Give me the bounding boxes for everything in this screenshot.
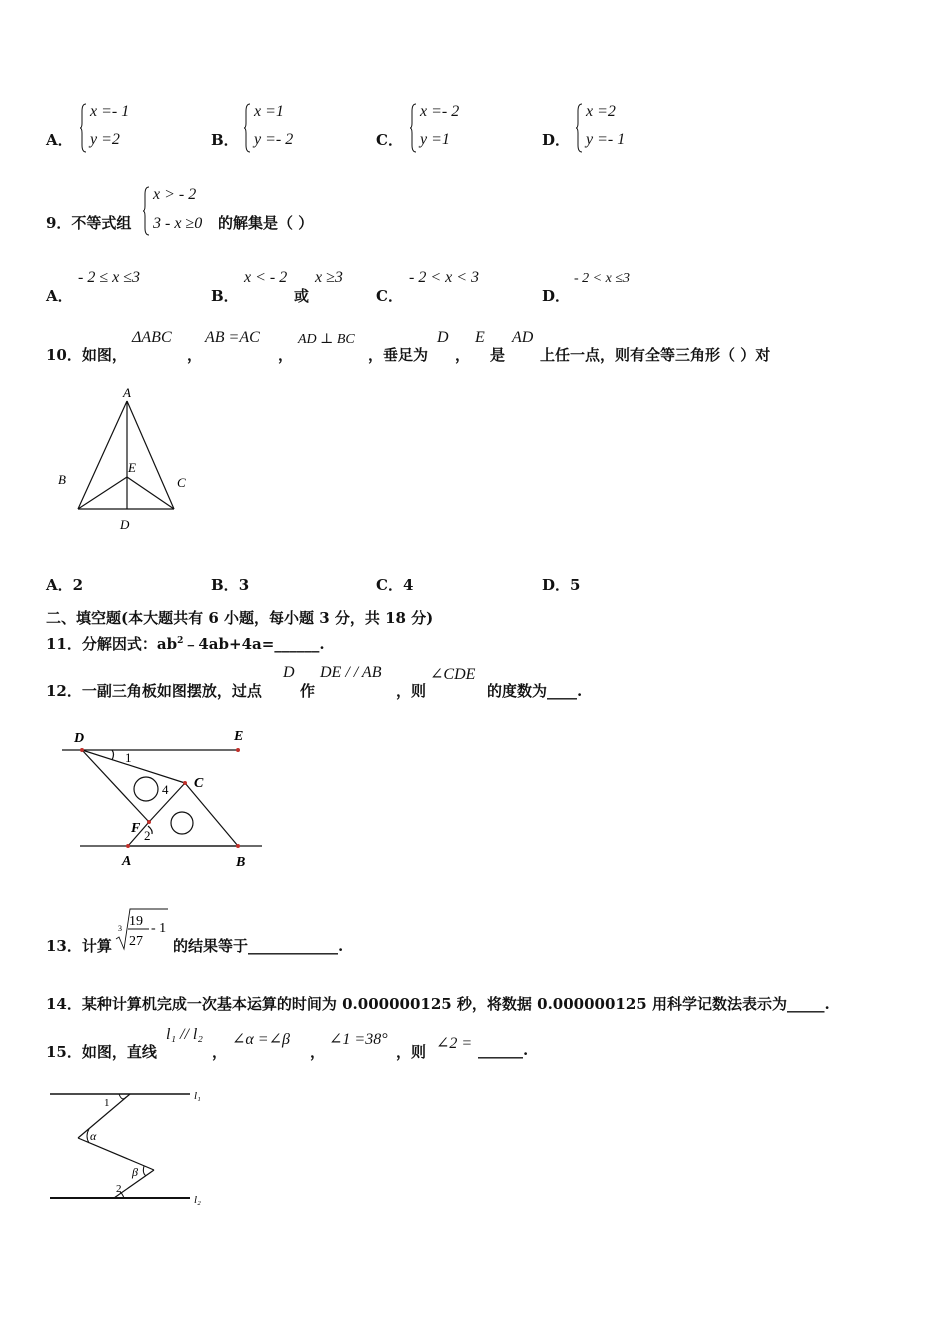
q13-cube-root-expression	[114, 905, 172, 953]
q10-label-d: D	[120, 517, 130, 532]
q9-option-a-expr: - 2 ≤ x ≤3	[78, 269, 140, 286]
q12-label-e: E	[234, 729, 244, 744]
q15-label-alpha: α	[90, 1129, 97, 1143]
q10-tail: 上任一点，则有全等三角形（ ）对	[540, 346, 771, 364]
q15-parallel-lines-figure	[42, 1080, 212, 1210]
q15-blank: ______.	[478, 1041, 529, 1059]
q13-tail: 的结果等于____________.	[173, 937, 344, 955]
q9-tail: 的解集是（ ）	[218, 214, 314, 232]
brace-icon	[410, 103, 417, 153]
section-2-title: 二、填空题(本大题共有 6 小题，每小题 3 分，共 18 分)	[46, 609, 434, 627]
q12-label-1: 1	[125, 750, 132, 765]
q13-denominator: 27	[129, 934, 143, 949]
q12-label-f: F	[131, 821, 141, 836]
q13-minus-one: - 1	[151, 921, 167, 936]
q12-label-2: 2	[144, 828, 151, 843]
q15-label-2: 2	[116, 1183, 122, 1195]
q15-math-angle1: ∠1 =38°	[329, 1031, 388, 1048]
q15-label-l1: l₁	[194, 1090, 201, 1102]
q12-number: 12．一副三角板如图摆放，过点	[46, 682, 262, 700]
q9-option-b-expr-a: x < - 2	[244, 269, 288, 286]
question-14: 14．某种计算机完成一次基本运算的时间为 0.000000125 秒，将数据 0.000000125 用科学记数法表示为_____.	[46, 995, 830, 1013]
q12-tail: 的度数为____.	[487, 682, 583, 700]
q10-option-a: A．2	[46, 576, 84, 594]
q12-label-d: D	[74, 731, 85, 746]
q12-set-square-figure	[60, 722, 270, 872]
brace-icon	[576, 103, 583, 153]
q10-number: 10．如图，	[46, 346, 127, 364]
q12-label-a: A	[122, 854, 132, 869]
brace-icon	[80, 103, 87, 153]
q13-number: 13．计算	[46, 937, 112, 955]
q12-math-de-ab: DE / / AB	[320, 664, 382, 681]
q15-math-parallel: l₁ // l₂	[166, 1026, 203, 1043]
q10-option-d: D．5	[542, 576, 581, 594]
q9-option-b-letter: B．	[211, 287, 239, 305]
q12-label-4: 4	[162, 782, 169, 797]
q15-label-beta: β	[132, 1165, 138, 1179]
q10-math-ab-ac: AB =AC	[205, 329, 260, 346]
brace-icon	[244, 103, 251, 153]
q10-option-b: B．3	[211, 576, 250, 594]
q10-triangle-figure	[50, 383, 200, 533]
q15-math-angle2: ∠2 =	[436, 1035, 473, 1052]
q9-option-d-letter: D．	[542, 287, 571, 305]
q8-option-a-letter: A．	[46, 131, 73, 149]
q13-numerator: 19	[129, 914, 143, 929]
q9-option-b-expr-b: x ≥3	[315, 269, 343, 286]
q15-label-l2: l₂	[194, 1194, 201, 1206]
q9-option-c-letter: C．	[376, 287, 403, 305]
q10-math-ad-bc: AD ⊥ BC	[298, 332, 355, 347]
q9-option-d-expr: - 2 < x ≤3	[574, 271, 631, 286]
q9-option-c-expr: - 2 < x < 3	[409, 269, 480, 286]
q9-option-b-or: 或	[294, 287, 310, 305]
q10-label-e: E	[128, 460, 136, 475]
brace-icon	[143, 186, 150, 236]
q10-label-c: C	[177, 475, 186, 490]
q10-label-b: B	[58, 472, 66, 487]
q9-number: 9．不等式组	[46, 214, 132, 232]
q8-option-c-letter: C．	[376, 131, 403, 149]
q15-math-alpha-beta: ∠α =∠β	[232, 1031, 290, 1048]
q12-label-c: C	[194, 776, 204, 791]
q12-label-b: B	[236, 855, 246, 870]
question-11: 11．分解因式：$ab^2﹣4ab+4a=\_\_\_\_\_\_$.	[46, 635, 325, 653]
q8-option-b-letter: B．	[211, 131, 239, 149]
q12-math-cde: ∠CDE	[430, 666, 476, 683]
q10-label-a: A	[123, 385, 131, 400]
q10-option-c: C．4	[376, 576, 414, 594]
q8-option-d-letter: D．	[542, 131, 571, 149]
q9-option-a-letter: A．	[46, 287, 73, 305]
q15-number: 15．如图，直线	[46, 1043, 157, 1061]
q15-label-1: 1	[104, 1097, 110, 1109]
q13-root-index: 3	[118, 924, 122, 933]
q10-math-abc: ΔABC	[132, 329, 172, 346]
